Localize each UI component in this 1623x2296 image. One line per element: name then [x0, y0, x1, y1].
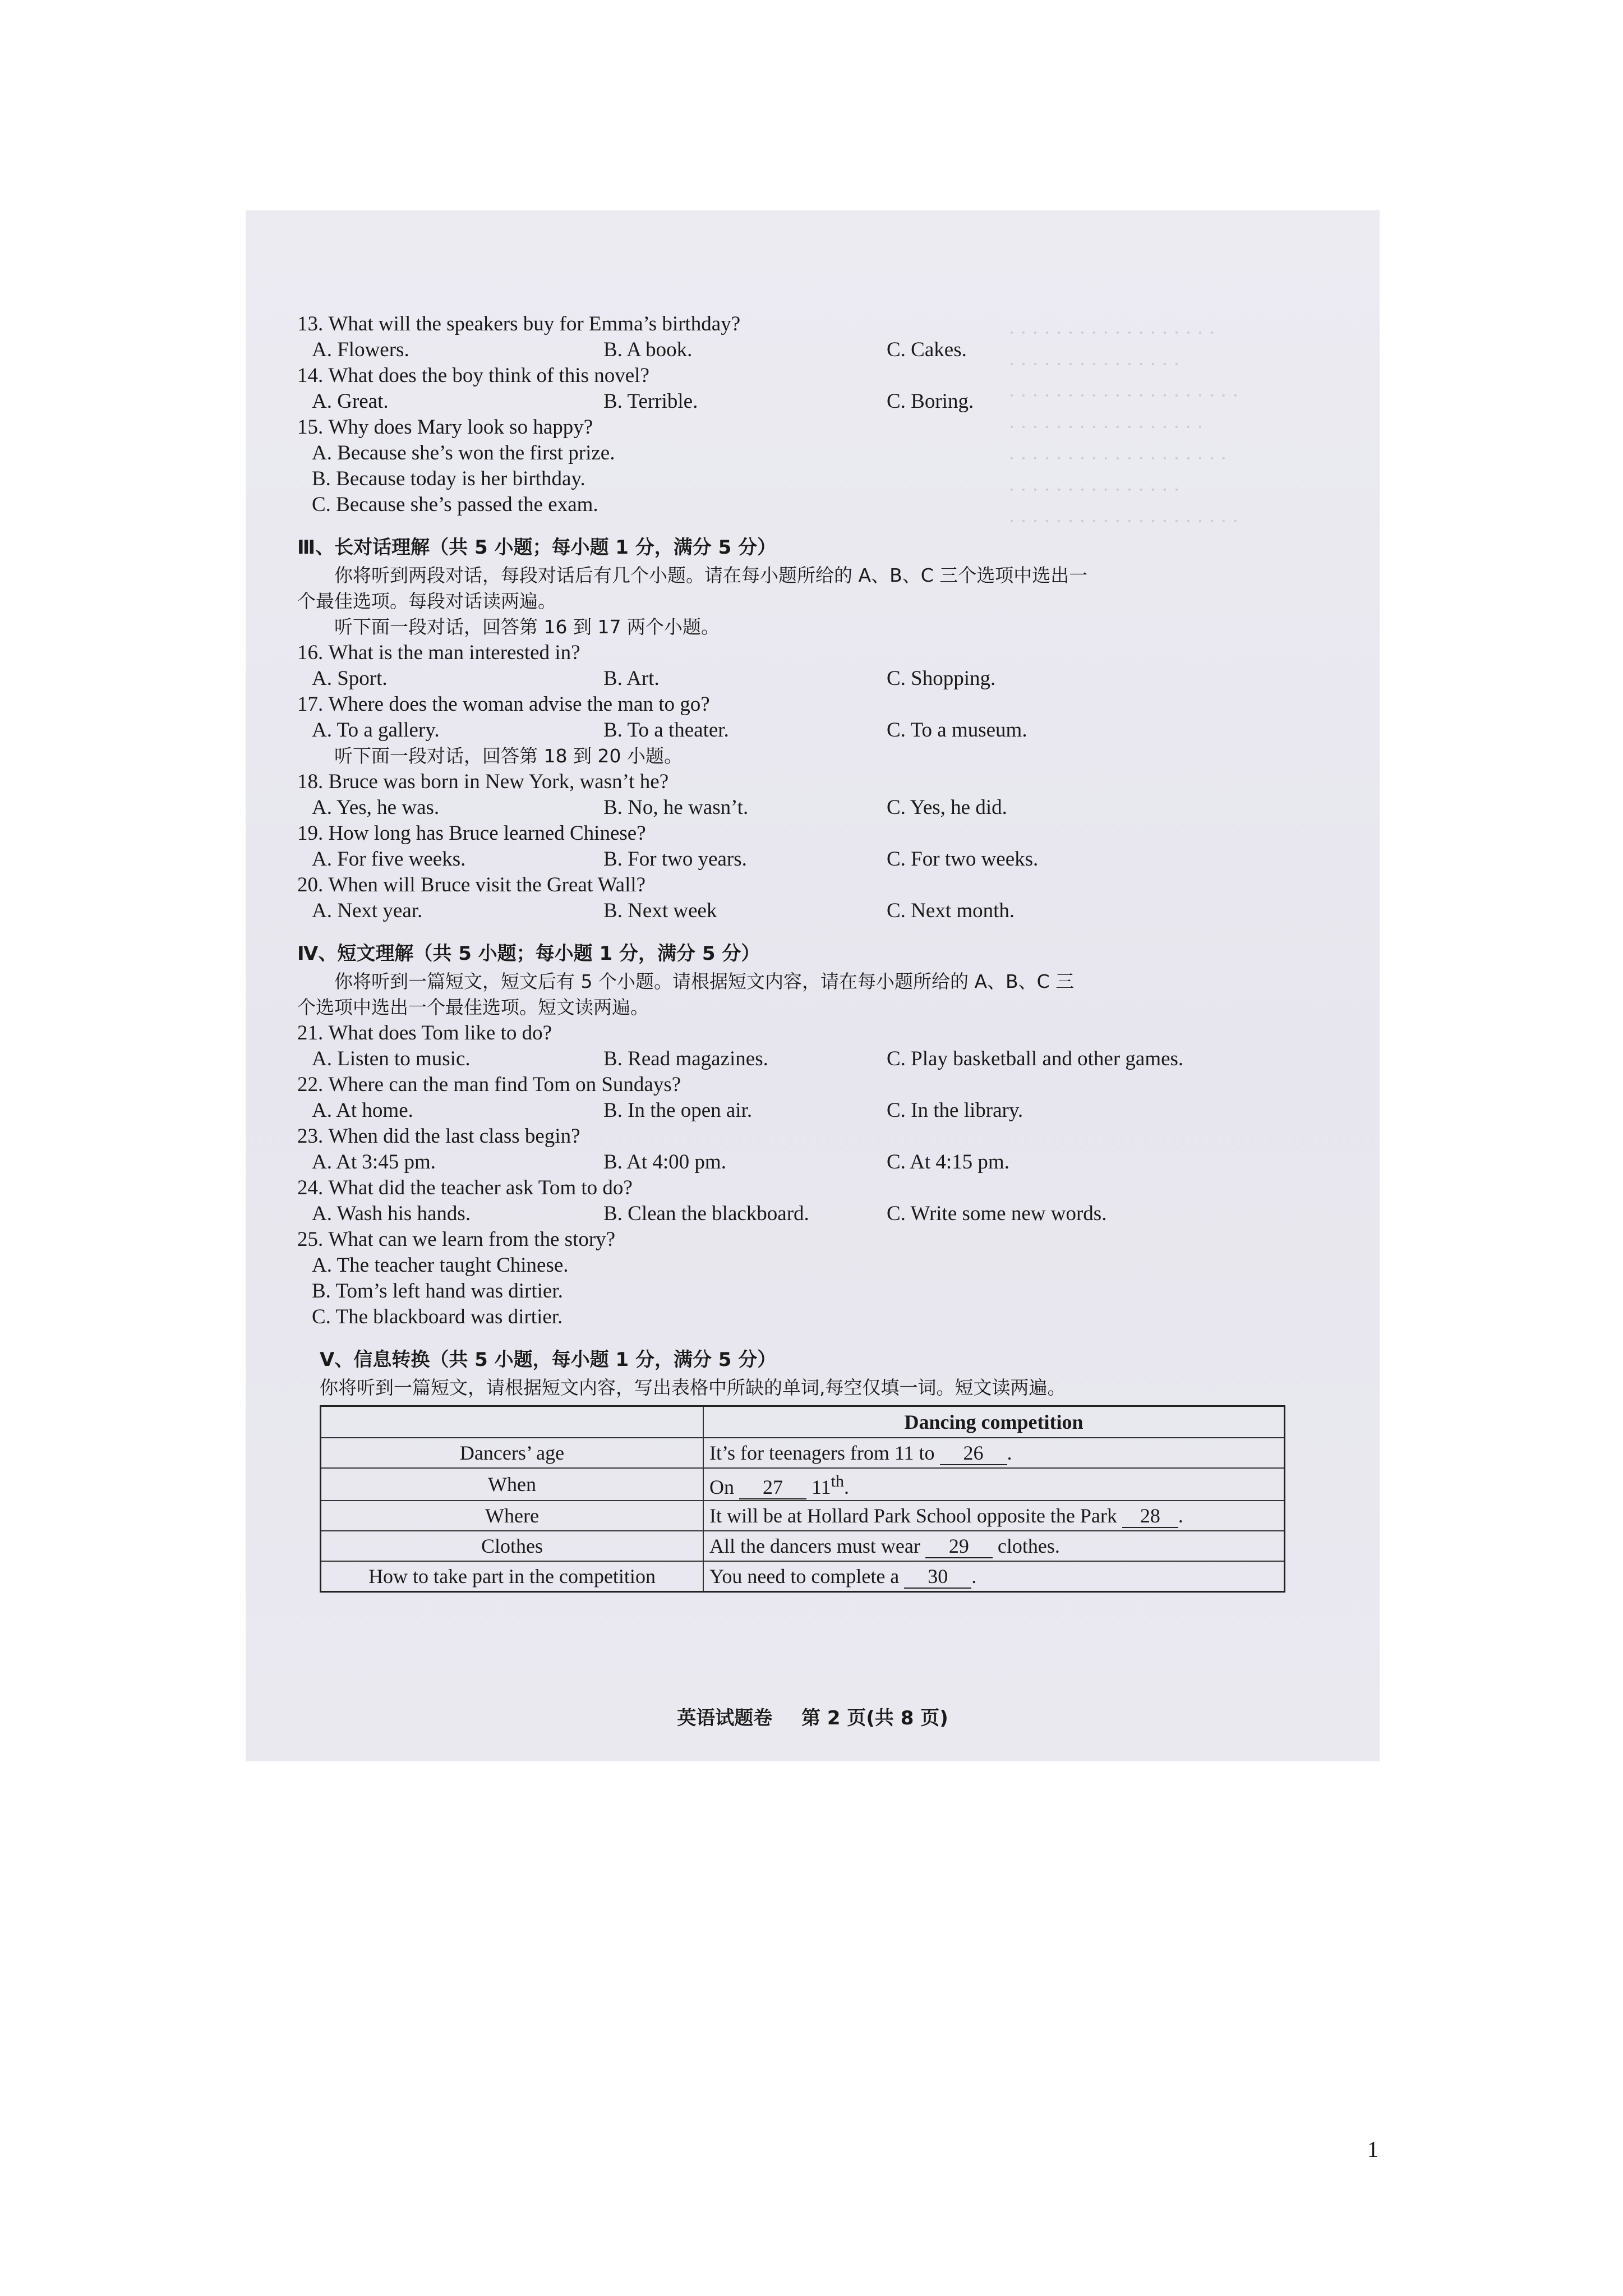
table-row [321, 1561, 1285, 1592]
table-row [321, 1531, 1285, 1561]
question-number: 24. [297, 1176, 324, 1199]
row-content [703, 1438, 1285, 1468]
option-c: C. Next month. [887, 899, 1015, 922]
row-text: You need to complete a [709, 1565, 900, 1588]
question-stem: Bruce was born in New York, wasn’t he? [328, 770, 669, 793]
question-stem: What does Tom like to do? [328, 1022, 552, 1045]
question-17-options [297, 717, 1340, 743]
table-row [321, 1438, 1285, 1468]
option-b: B. At 4:00 pm. [603, 1151, 726, 1174]
option-c: C. For two weeks. [887, 848, 1039, 871]
question-number: 15. [297, 416, 324, 439]
option-b: B. Next week [603, 899, 717, 922]
option-c: C. Cakes. [887, 338, 967, 361]
row-label: Where [321, 1501, 704, 1531]
option-a: A. Flowers. [312, 338, 409, 361]
question-14 [297, 363, 1340, 389]
question-16-options [297, 666, 1340, 692]
question-21-options [297, 1046, 1340, 1072]
row-text-end: . [1178, 1504, 1183, 1527]
row-content [703, 1468, 1285, 1501]
table-row [321, 1468, 1285, 1501]
question-stem: Where can the man find Tom on Sundays? [328, 1073, 681, 1096]
question-17 [297, 692, 1340, 717]
option-a: A. Yes, he was. [312, 796, 440, 819]
question-stem: When did the last class begin? [328, 1125, 580, 1148]
option-c: C. Boring. [887, 390, 974, 413]
row-label: When [321, 1468, 704, 1501]
option-c: C. Yes, he did. [887, 796, 1007, 819]
blank-30[interactable]: 30 [904, 1565, 971, 1589]
question-stem: What does the boy think of this novel? [328, 364, 649, 387]
section-4-instruction-cont: 个选项中选出一个最佳选项。短文读两遍。 [297, 996, 649, 1018]
row-text-end: . [971, 1565, 977, 1588]
exam-content [297, 311, 1340, 1593]
question-20 [297, 872, 1340, 898]
question-22 [297, 1072, 1340, 1098]
ordinal-suffix: th [831, 1472, 845, 1490]
question-stem: Where does the woman advise the man to go? [328, 693, 710, 716]
option-a: A. At home. [312, 1099, 413, 1122]
row-label: Dancers’ age [321, 1438, 704, 1468]
row-content [703, 1501, 1285, 1531]
option-b: B. Terrible. [603, 390, 698, 413]
option-c: C. In the library. [887, 1099, 1023, 1122]
row-label: Clothes [321, 1531, 704, 1561]
option-a: A. To a gallery. [312, 719, 440, 742]
question-14-options [297, 389, 1340, 415]
question-23 [297, 1124, 1340, 1149]
option-c: C. Because she’s passed the exam. [312, 493, 598, 516]
page-indicator: 第 2 页(共 8 页) [801, 1707, 948, 1729]
question-16 [297, 640, 1340, 666]
section-5-title: Ⅴ、信息转换（共 5 小题，每小题 1 分，满分 5 分） [320, 1349, 777, 1371]
question-21 [297, 1020, 1340, 1046]
blank-27[interactable]: 27 [739, 1476, 806, 1499]
dancing-competition-table [320, 1405, 1285, 1593]
option-c: C. Write some new words. [887, 1202, 1107, 1225]
row-text: All the dancers must wear [709, 1535, 920, 1557]
section-3-instruction: 你将听到两段对话，每段对话后有几个小题。请在每小题所给的 A、B、C 三个选项中选出一 [334, 564, 1088, 586]
question-number: 13. [297, 312, 324, 335]
option-a: A. At 3:45 pm. [312, 1151, 436, 1174]
option-b: B. A book. [603, 338, 693, 361]
question-stem: How long has Bruce learned Chinese? [328, 822, 646, 845]
question-19-options [297, 846, 1340, 872]
question-19 [297, 821, 1340, 846]
question-18-options [297, 795, 1340, 821]
option-a: A. Sport. [312, 667, 388, 690]
question-15 [297, 415, 1340, 440]
question-number: 14. [297, 364, 324, 387]
row-text: It will be at Hollard Park School opposite the Park [709, 1504, 1117, 1527]
question-number: 20. [297, 873, 324, 896]
row-text: It’s for teenagers from 11 to [709, 1442, 935, 1464]
question-number: 19. [297, 822, 324, 845]
row-content [703, 1531, 1285, 1561]
row-text-day: 11 [811, 1476, 831, 1498]
row-text-end: clothes. [997, 1535, 1060, 1557]
question-number: 21. [297, 1022, 324, 1045]
question-23-options [297, 1149, 1340, 1175]
question-22-options [297, 1098, 1340, 1124]
row-content [703, 1561, 1285, 1592]
row-label: How to take part in the competition [321, 1561, 704, 1592]
question-13 [297, 311, 1340, 337]
row-text-end: . [1007, 1442, 1012, 1464]
option-a: A. Next year. [312, 899, 423, 922]
scanned-exam-page [246, 210, 1380, 1761]
option-a: A. The teacher taught Chinese. [312, 1254, 569, 1277]
option-b: B. Read magazines. [603, 1047, 768, 1070]
table-row [321, 1501, 1285, 1531]
dialogue-1-prompt: 听下面一段对话，回答第 16 到 17 两个小题。 [334, 616, 720, 638]
question-20-options [297, 898, 1340, 924]
question-number: 23. [297, 1125, 324, 1148]
question-stem: What can we learn from the story? [328, 1228, 616, 1251]
table-title: Dancing competition [703, 1406, 1285, 1438]
question-24 [297, 1175, 1340, 1201]
option-b: B. Clean the blackboard. [603, 1202, 809, 1225]
page-number: 1 [1367, 2137, 1378, 2162]
page-footer [246, 1703, 1380, 1730]
option-b: B. Because today is her birthday. [312, 467, 585, 490]
question-number: 22. [297, 1073, 324, 1096]
option-b: B. No, he wasn’t. [603, 796, 749, 819]
question-stem: When will Bruce visit the Great Wall? [328, 873, 646, 896]
bleed-through-text: · · · · · · · · · · · · · · · · · · · · · · · · · · · · · · · · · · · · · · · · · · · · · · · · · · · · · · · · · · · · · · · · · · · · · · · · · · · · · · · · · · · · · · · · · · · · · · · · · · · · · · · · · · · · · · · · · · · · · · · · · · · · [1008, 321, 1239, 532]
question-number: 16. [297, 641, 324, 664]
section-4-title: Ⅳ、短文理解（共 5 小题；每小题 1 分，满分 5 分） [297, 942, 760, 965]
paper-title: 英语试题卷 [677, 1707, 773, 1729]
option-a: A. Because she’s won the first prize. [312, 441, 615, 464]
question-stem: What did the teacher ask Tom to do? [328, 1176, 633, 1199]
option-a: A. Great. [312, 390, 389, 413]
blank-26[interactable]: 26 [940, 1442, 1007, 1465]
blank-29[interactable]: 29 [925, 1535, 993, 1558]
option-b: B. Tom’s left hand was dirtier. [312, 1280, 563, 1303]
question-stem: What will the speakers buy for Emma’s birthday? [328, 312, 741, 335]
question-number: 17. [297, 693, 324, 716]
option-a: A. For five weeks. [312, 848, 466, 871]
option-c: C. Play basketball and other games. [887, 1047, 1184, 1070]
row-text: On [709, 1476, 734, 1498]
question-stem: Why does Mary look so happy? [328, 416, 593, 439]
option-c: C. Shopping. [887, 667, 996, 690]
section-3-instruction-cont: 个最佳选项。每段对话读两遍。 [297, 590, 556, 612]
section-5-instruction: 你将听到一篇短文，请根据短文内容，写出表格中所缺的单词,每空仅填一词。短文读两遍。 [320, 1377, 1066, 1398]
section-4-instruction: 你将听到一篇短文，短文后有 5 个小题。请根据短文内容，请在每小题所给的 A、B、C 三 [334, 970, 1075, 992]
question-25 [297, 1227, 1340, 1253]
option-b: B. To a theater. [603, 719, 729, 742]
question-13-options [297, 337, 1340, 363]
table-corner-cell [321, 1406, 704, 1438]
option-b: B. Art. [603, 667, 660, 690]
option-c: C. To a museum. [887, 719, 1027, 742]
blank-28[interactable]: 28 [1122, 1504, 1178, 1528]
question-18 [297, 769, 1340, 795]
option-b: B. In the open air. [603, 1099, 753, 1122]
option-c: C. At 4:15 pm. [887, 1151, 1009, 1174]
row-text-end: . [844, 1476, 850, 1498]
question-number: 25. [297, 1228, 324, 1251]
question-24-options [297, 1201, 1340, 1227]
option-c: C. The blackboard was dirtier. [312, 1305, 563, 1328]
option-b: B. For two years. [603, 848, 747, 871]
option-a: A. Wash his hands. [312, 1202, 471, 1225]
option-a: A. Listen to music. [312, 1047, 471, 1070]
question-stem: What is the man interested in? [328, 641, 580, 664]
dialogue-2-prompt: 听下面一段对话，回答第 18 到 20 小题。 [334, 745, 683, 767]
question-number: 18. [297, 770, 324, 793]
section-3-title: Ⅲ、长对话理解（共 5 小题；每小题 1 分，满分 5 分） [297, 536, 777, 559]
